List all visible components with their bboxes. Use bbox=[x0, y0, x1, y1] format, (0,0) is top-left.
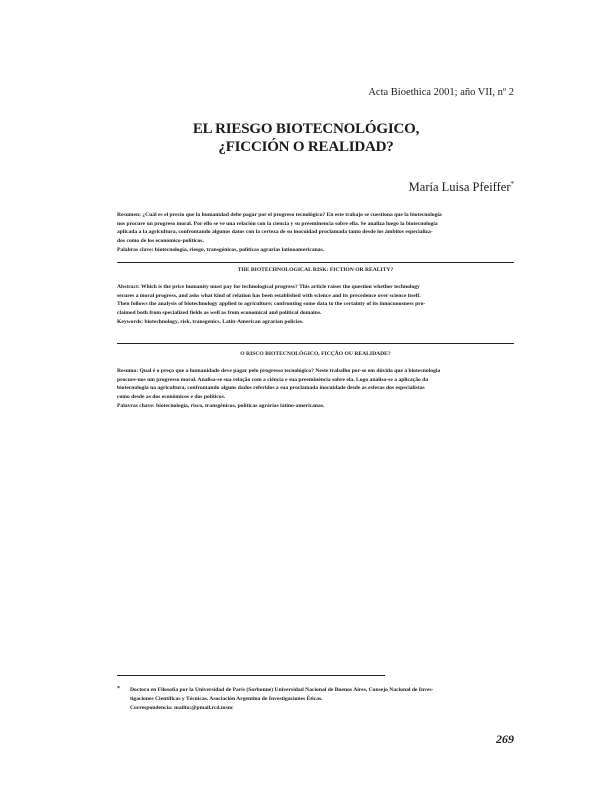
keywords-label: Palabras clave: bbox=[117, 246, 154, 253]
keywords-line bbox=[117, 246, 514, 255]
footnote-line: Doctora en Filosofía por la Universidad de París (Sorbonne) Universidad Nacional de Buenos Aires, Consejo Nacional de Inves- bbox=[130, 687, 434, 693]
author-name bbox=[409, 180, 514, 195]
abstract-line: dos como de los económico-políticos. bbox=[117, 238, 204, 245]
keywords-label: Keywords: bbox=[117, 318, 144, 325]
keywords-line bbox=[117, 318, 514, 327]
abstract-line-text: Qual é o preço que a humanidade deve pagar pelo progresso tecnológico? Neste trabalho por-se em dúvida que a biotecnologia bbox=[139, 368, 441, 374]
page-number: 269 bbox=[496, 732, 514, 746]
abstract-line bbox=[117, 283, 514, 292]
abstract-spanish bbox=[117, 211, 514, 255]
author-footnote bbox=[117, 686, 514, 713]
footnote-line: Correspondencia: mailto:@pmail.rcd.msnc bbox=[130, 705, 234, 711]
abstract-line: nos procure un progreso moral. Por ello se ve una relación con la ciencia y su preeminencia sobre ella. Se analiza luego la biotecnología bbox=[117, 220, 438, 227]
article-title-line-2: ¿FICCIÓN O REALIDAD? bbox=[218, 139, 394, 155]
abstract-label: Resumo: bbox=[117, 368, 139, 374]
journal-reference: Acta Bioethica 2001; año VII, nº 2 bbox=[368, 87, 514, 98]
portuguese-section-title: O RISCO BIOTECNOLÓGICO, FICÇÃO OU REALIDADE? bbox=[240, 351, 391, 357]
keywords-text: biotechnology, risk, transgenics, Latin-American agrarian policies. bbox=[144, 318, 304, 325]
author-name-text: María Luisa Pfeiffer bbox=[408, 180, 511, 194]
footnote-line: tigaciones Científicas y Técnicas. Asociación Argentina de Investigaciones Éticas. bbox=[130, 696, 323, 702]
section-divider bbox=[117, 343, 514, 344]
abstract-line bbox=[117, 367, 514, 376]
article-title-line-1: EL RIESGO BIOTECNOLÓGICO, bbox=[192, 121, 420, 137]
section-divider bbox=[117, 262, 514, 263]
abstract-line: claimed both from specialized fields as well as from economical and political domains. bbox=[117, 310, 322, 317]
abstract-line: Then follows the analysis of biotechnology applied to agriculture; confronting some data to the certainty of its innocuousness pro- bbox=[117, 301, 426, 308]
footnote-divider bbox=[117, 675, 385, 676]
abstract-line: procure-nos um progresso moral. Analisa-se sua relação com a ciência e sua preeminência sobre ela. Logo analisa-se a aplicação da bbox=[117, 376, 429, 383]
abstract-line-text: ¿Cuál es el precio que la humanidad debe pagar por el progreso tecnológico? En este trabajo se cuestiona que la biotecnología bbox=[142, 212, 442, 218]
keywords-line bbox=[117, 402, 514, 411]
keywords-text: biotecnologia, risco, transgênicos, políticas agrárias latino-americanas. bbox=[156, 402, 325, 409]
abstract-portuguese bbox=[117, 367, 514, 411]
footnote-text bbox=[117, 686, 514, 713]
footnote-marker: * bbox=[117, 686, 120, 692]
abstract-line: secures a moral progress, and asks what kind of relation has been established with science and its precedence over science itself. bbox=[117, 292, 421, 299]
english-section-title: THE BIOTECHNOLOGICAL RISK: FICTION OR REALITY? bbox=[237, 267, 394, 273]
keywords-label: Palavras chave: bbox=[117, 402, 155, 409]
abstract-line: como desde as dos econômicos e dos políticos. bbox=[117, 394, 226, 401]
abstract-line bbox=[117, 211, 514, 220]
abstract-line: biotecnologia na agricultura, confrontando alguns dados referidos a sua proclamada inocuidade desde as esferas dos especialistas bbox=[117, 385, 425, 392]
abstract-label: Resumen: bbox=[117, 212, 141, 218]
abstract-label: Abstract: bbox=[117, 284, 140, 290]
abstract-english bbox=[117, 283, 514, 327]
author-footnote-marker: * bbox=[510, 179, 514, 188]
keywords-text: biotecnología, riesgo, transgénicos, políticas agrarias latinoamericanas. bbox=[154, 246, 325, 253]
abstract-line-text: Which is the price humanity must pay for technological progress? This article raises the question whether technology bbox=[141, 284, 420, 290]
abstract-line: aplicada a la agricultura, confrontando algunos datos con la certeza de su inocuidad proclamada tanto desde los ámbitos especializa- bbox=[117, 229, 433, 236]
